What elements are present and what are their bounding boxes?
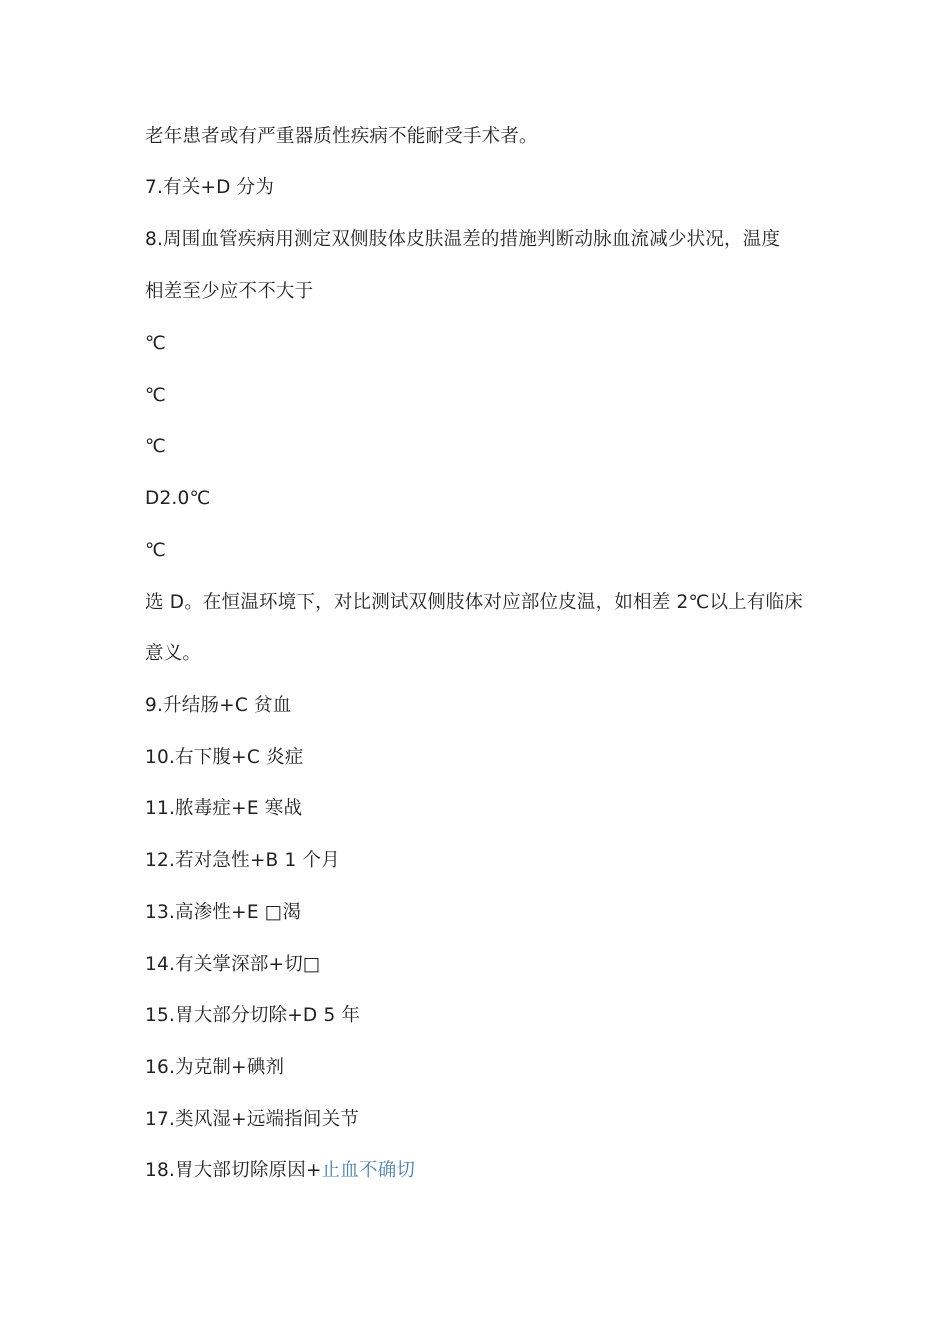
text-line: 老年患者或有严重器质性疾病不能耐受手术者。 [145, 126, 538, 147]
text-line: ℃ [145, 385, 166, 406]
text-line: 意义。 [145, 643, 202, 664]
text-line: 相差至少应不不大于 [145, 281, 314, 302]
text-line: 17.类风湿+远端指间关节 [145, 1109, 360, 1130]
text-line: D2.0℃ [145, 488, 211, 509]
text-line: 7.有关+D 分为 [145, 177, 275, 198]
text-line: 8.周围血管疾病用测定双侧肢体皮肤温差的措施判断动脉血流减少状况，温度 [145, 229, 781, 250]
text-line-last [145, 1159, 415, 1183]
text-line: ℃ [145, 540, 166, 561]
text-line: 12.若对急性+B 1 个月 [145, 850, 340, 871]
text-line: ℃ [145, 333, 166, 354]
text-line: ℃ [145, 436, 166, 457]
text-line: 选 D。在恒温环境下，对比测试双侧肢体对应部位皮温，如相差 2℃以上有临床 [145, 592, 803, 613]
text-line: 11.脓毒症+E 寒战 [145, 798, 303, 819]
text-line: 10.右下腹+C 炎症 [145, 747, 304, 768]
hyperlink[interactable]: 止血不确切 [321, 1160, 416, 1181]
text-line: 15.胃大部分切除+D 5 年 [145, 1005, 361, 1026]
text-line: 16.为克制+碘剂 [145, 1057, 285, 1078]
text-line: 13.高渗性+E □渴 [145, 902, 302, 923]
text-line: 14.有关掌深部+切□ [145, 954, 321, 975]
line-prefix: 18.胃大部切除原因+ [145, 1160, 322, 1181]
text-line: 9.升结肠+C 贫血 [145, 695, 292, 716]
